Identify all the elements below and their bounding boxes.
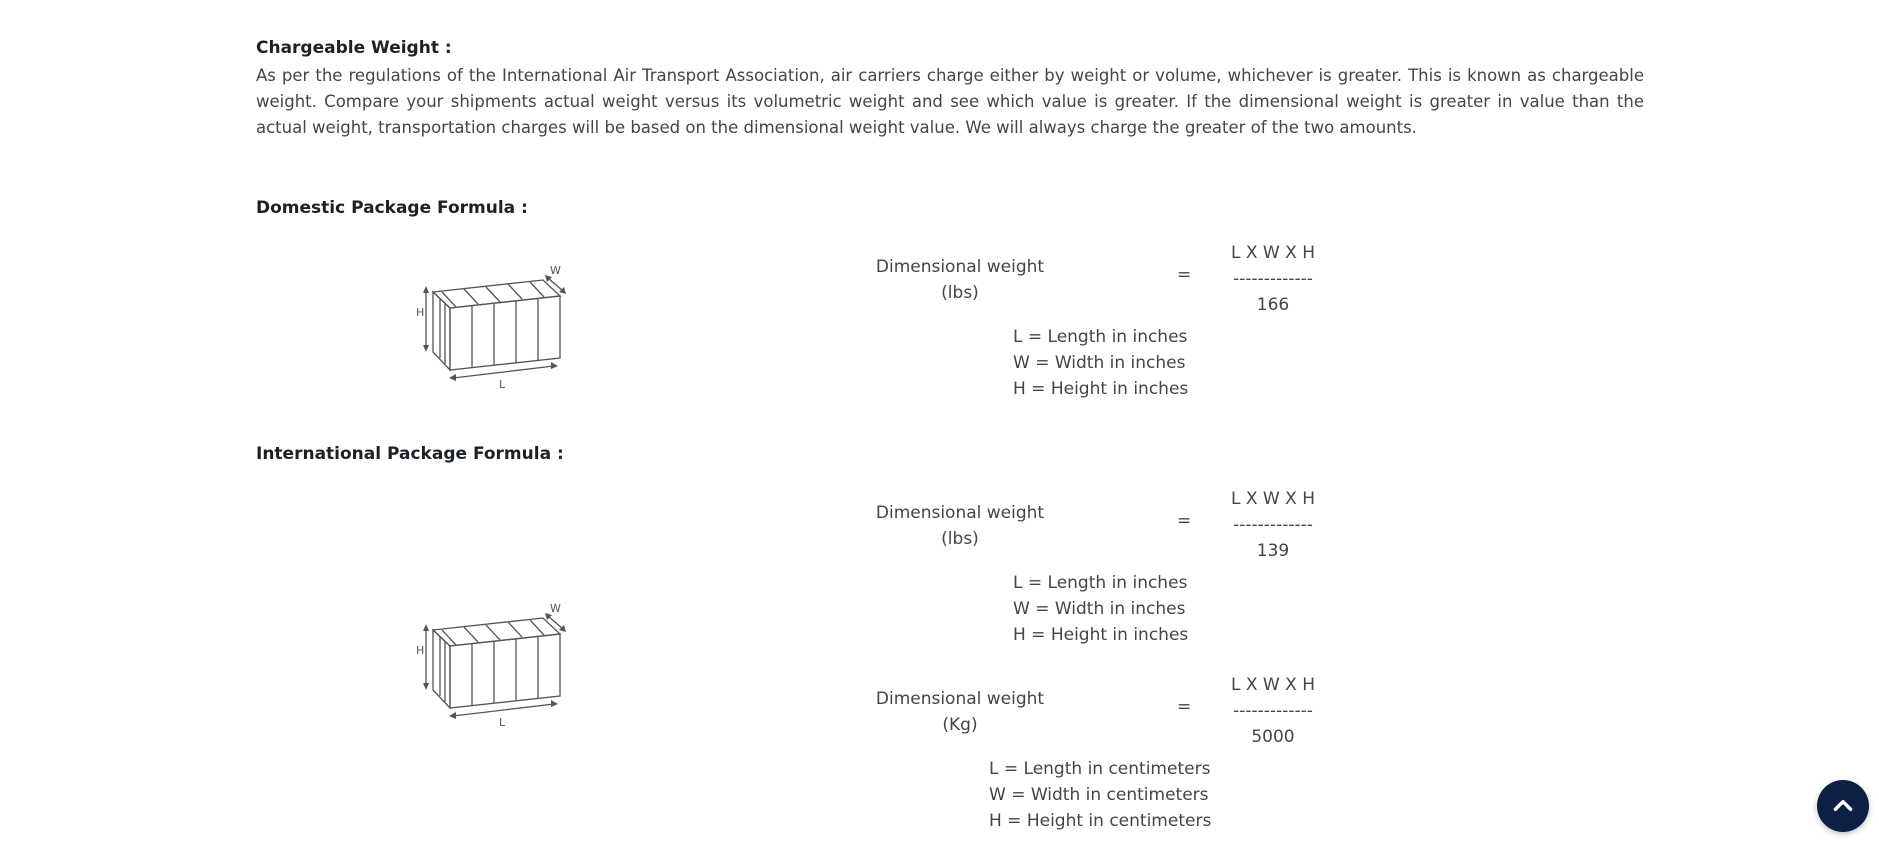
legend-width: W = Width in centimeters [989,785,1209,805]
international-formula-heading: International Package Formula : [256,444,564,464]
formula-equals: = [1177,697,1192,717]
formula-fraction [1218,486,1328,564]
scroll-to-top-button[interactable] [1817,780,1869,832]
chargeable-weight-heading: Chargeable Weight : [256,38,452,58]
formula-numerator: L X W X H [1231,243,1315,263]
diagram-label-l: L [499,716,506,728]
diagram-label-w: W [550,264,561,277]
international-formula-lbs [860,478,1340,561]
legend-length: L = Length in inches [1013,573,1188,593]
domestic-formula [860,232,1340,315]
formula-denominator: 139 [1256,541,1290,561]
formula-divider: ------------- [1233,515,1313,535]
international-legend-kg [989,756,1211,834]
domestic-formula-heading: Domestic Package Formula : [256,198,528,218]
diagram-label-h: H [416,644,425,657]
formula-divider: ------------- [1233,701,1313,721]
formula-label [860,500,1060,552]
chargeable-weight-description: As per the regulations of the International Air Transport Association, air carriers charge either by weight or volume, whichever is greater. This is known as chargeable weight. Compare your shipments actual weight versus its volumetric weight and see which value is greater. If the dimensional weight is greater in value than the actual weight, transportation charges will be based on the dimensional weight value. We will always charge the greater of the two amounts. [256,66,1644,137]
formula-numerator: L X W X H [1231,675,1315,695]
crate-diagram-icon [408,250,568,390]
formula-denominator: 5000 [1251,727,1295,747]
formula-fraction [1218,240,1328,318]
formula-label-line1: Dimensional weight [875,503,1045,523]
legend-length: L = Length in centimeters [989,759,1211,779]
formula-label-unit: (lbs) [941,283,979,303]
diagram-label-h: H [416,306,425,319]
international-formula-kg [860,664,1340,747]
legend-width: W = Width in inches [1013,599,1186,619]
formula-label-unit: (Kg) [942,715,978,735]
formula-label-line1: Dimensional weight [875,257,1045,277]
crate-diagram-icon [408,588,568,728]
formula-equals: = [1177,511,1192,531]
chevron-up-icon [1830,793,1856,819]
formula-equals: = [1177,265,1192,285]
diagram-label-l: L [499,378,506,390]
formula-label-line1: Dimensional weight [875,689,1045,709]
formula-numerator: L X W X H [1231,489,1315,509]
legend-length: L = Length in inches [1013,327,1188,347]
formula-fraction [1218,672,1328,750]
domestic-legend [1013,324,1188,402]
international-legend-lbs [1013,570,1188,648]
formula-denominator: 166 [1256,295,1290,315]
formula-divider: ------------- [1233,269,1313,289]
legend-height: H = Height in inches [1013,379,1189,399]
formula-label-unit: (lbs) [941,529,979,549]
legend-height: H = Height in centimeters [989,811,1212,831]
diagram-label-w: W [550,602,561,615]
formula-label [860,686,1060,738]
legend-width: W = Width in inches [1013,353,1186,373]
formula-label [860,254,1060,306]
legend-height: H = Height in inches [1013,625,1189,645]
